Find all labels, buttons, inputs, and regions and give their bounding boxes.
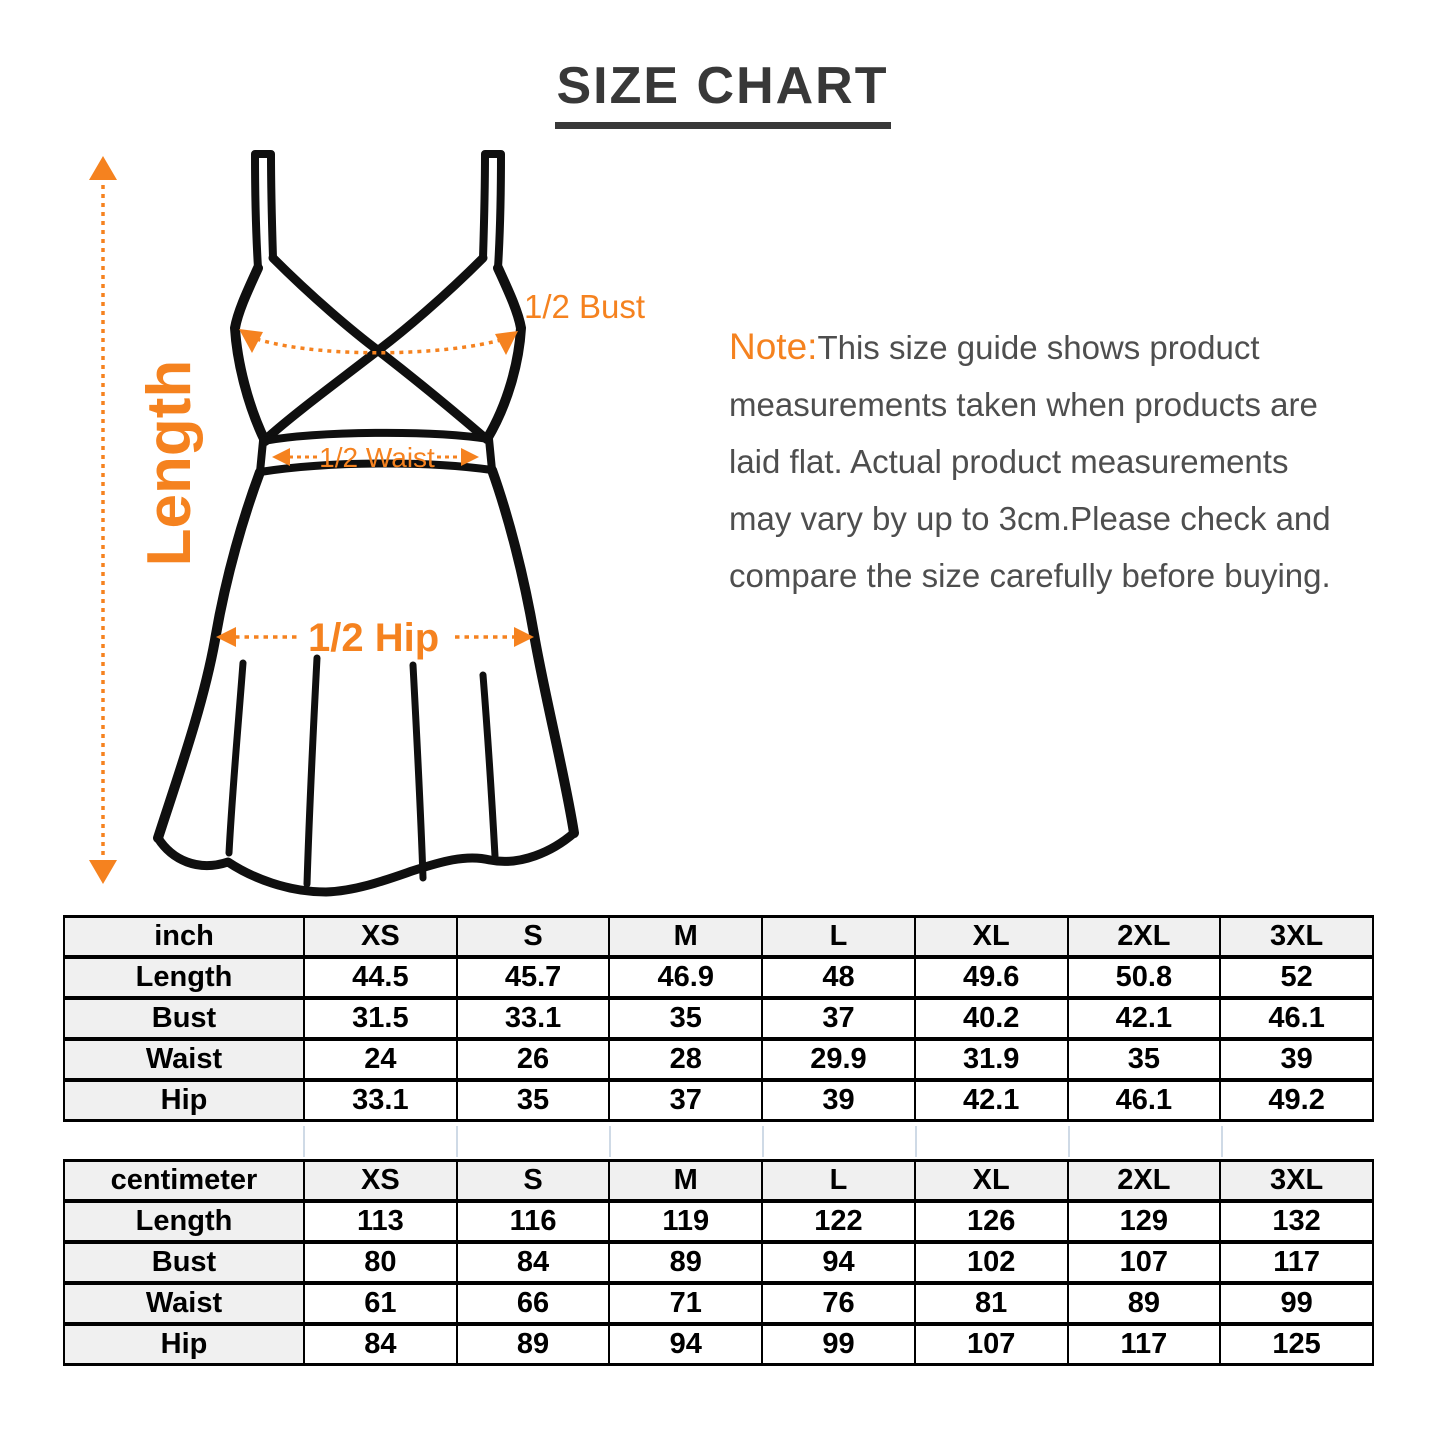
spacer-line — [609, 1126, 611, 1157]
table-row — [64, 1242, 1373, 1283]
row-label: Bust — [64, 998, 304, 1039]
cell: 126 — [915, 1201, 1068, 1242]
row-label: Waist — [64, 1039, 304, 1080]
size-header: S — [457, 916, 610, 957]
hip-label: 1/2 Hip — [308, 616, 440, 660]
cell: 44.5 — [304, 957, 457, 998]
note-line-text: This size guide shows product — [817, 329, 1260, 366]
cell: 81 — [915, 1283, 1068, 1324]
cell: 99 — [1220, 1283, 1373, 1324]
spacer-line — [915, 1126, 917, 1157]
length-label: Length — [135, 359, 204, 567]
cell: 89 — [1068, 1283, 1221, 1324]
cell: 24 — [304, 1039, 457, 1080]
size-header: XS — [304, 1160, 457, 1201]
size-header: 2XL — [1068, 916, 1221, 957]
size-header: M — [609, 916, 762, 957]
note-line: may vary by up to 3cm.Please check and — [729, 500, 1331, 537]
note-paragraph — [729, 318, 1419, 604]
size-header: XS — [304, 916, 457, 957]
spacer-line — [1221, 1126, 1223, 1157]
size-header: 2XL — [1068, 1160, 1221, 1201]
size-header: M — [609, 1160, 762, 1201]
cell: 37 — [609, 1080, 762, 1121]
cell: 71 — [609, 1283, 762, 1324]
cell: 31.5 — [304, 998, 457, 1039]
page-title: SIZE CHART — [555, 58, 891, 129]
table-row — [64, 1283, 1373, 1324]
cell: 35 — [1068, 1039, 1221, 1080]
cell: 28 — [609, 1039, 762, 1080]
cell: 132 — [1220, 1201, 1373, 1242]
waist-label: 1/2 Waist — [319, 442, 435, 473]
note-line: measurements taken when products are — [729, 386, 1318, 423]
size-header: 3XL — [1220, 1160, 1373, 1201]
inch-table — [63, 915, 1374, 1122]
unit-header: centimeter — [64, 1160, 304, 1201]
row-label: Bust — [64, 1242, 304, 1283]
bodice-right-edge — [487, 268, 521, 439]
cell: 129 — [1068, 1201, 1221, 1242]
table-row — [64, 1039, 1373, 1080]
size-header: XL — [915, 916, 1068, 957]
bodice-left-edge — [235, 268, 265, 441]
spacer-line — [456, 1126, 458, 1157]
cell: 33.1 — [457, 998, 610, 1039]
cell: 116 — [457, 1201, 610, 1242]
spacer-line — [762, 1126, 764, 1157]
cell: 61 — [304, 1283, 457, 1324]
note-prefix: Note: — [729, 326, 818, 367]
unit-header: inch — [64, 916, 304, 957]
cell: 107 — [915, 1324, 1068, 1365]
table-row — [64, 1201, 1373, 1242]
cell: 76 — [762, 1283, 915, 1324]
table-row — [64, 957, 1373, 998]
cell: 80 — [304, 1242, 457, 1283]
cell: 37 — [762, 998, 915, 1039]
cell: 42.1 — [915, 1080, 1068, 1121]
table-row — [64, 1080, 1373, 1121]
cell: 46.9 — [609, 957, 762, 998]
cell: 89 — [457, 1324, 610, 1365]
cell: 29.9 — [762, 1039, 915, 1080]
note-line — [729, 318, 1419, 376]
cell: 40.2 — [915, 998, 1068, 1039]
cell: 125 — [1220, 1324, 1373, 1365]
cell: 39 — [762, 1080, 915, 1121]
cell: 94 — [609, 1324, 762, 1365]
dress-outline — [158, 154, 574, 892]
cell: 49.6 — [915, 957, 1068, 998]
cell: 31.9 — [915, 1039, 1068, 1080]
cell: 33.1 — [304, 1080, 457, 1121]
cell: 45.7 — [457, 957, 610, 998]
cell: 107 — [1068, 1242, 1221, 1283]
cell: 84 — [457, 1242, 610, 1283]
spacer-line — [1068, 1126, 1070, 1157]
left-strap — [255, 154, 273, 268]
cell: 119 — [609, 1201, 762, 1242]
row-label: Waist — [64, 1283, 304, 1324]
cell: 26 — [457, 1039, 610, 1080]
cell: 117 — [1220, 1242, 1373, 1283]
cell: 39 — [1220, 1039, 1373, 1080]
cell: 35 — [457, 1080, 610, 1121]
size-header: S — [457, 1160, 610, 1201]
row-label: Length — [64, 957, 304, 998]
note-line: laid flat. Actual product measurements — [729, 443, 1289, 480]
dress-measurement-diagram — [80, 145, 680, 910]
right-strap — [483, 154, 501, 268]
table-header-row — [64, 916, 1373, 957]
cell: 35 — [609, 998, 762, 1039]
skirt-hem — [158, 833, 574, 892]
table-header-row — [64, 1160, 1373, 1201]
cell: 66 — [457, 1283, 610, 1324]
table-row — [64, 998, 1373, 1039]
cell: 89 — [609, 1242, 762, 1283]
cell: 99 — [762, 1324, 915, 1365]
title-wrap — [0, 58, 1445, 129]
cell: 52 — [1220, 957, 1373, 998]
size-header: L — [762, 916, 915, 957]
bust-label: 1/2 Bust — [524, 288, 646, 325]
cell: 50.8 — [1068, 957, 1221, 998]
cell: 46.1 — [1220, 998, 1373, 1039]
row-label: Hip — [64, 1324, 304, 1365]
spacer-line — [303, 1126, 305, 1157]
size-header: 3XL — [1220, 916, 1373, 957]
centimeter-table — [63, 1159, 1374, 1366]
pleat-lines — [229, 658, 495, 884]
cell: 94 — [762, 1242, 915, 1283]
cell: 84 — [304, 1324, 457, 1365]
cell: 49.2 — [1220, 1080, 1373, 1121]
cell: 46.1 — [1068, 1080, 1221, 1121]
size-header: L — [762, 1160, 915, 1201]
cell: 113 — [304, 1201, 457, 1242]
row-label: Hip — [64, 1080, 304, 1121]
table-spacer — [0, 1126, 1445, 1157]
skirt-right-edge — [492, 470, 574, 833]
cell: 102 — [915, 1242, 1068, 1283]
cell: 122 — [762, 1201, 915, 1242]
cell: 117 — [1068, 1324, 1221, 1365]
size-header: XL — [915, 1160, 1068, 1201]
cell: 42.1 — [1068, 998, 1221, 1039]
table-row — [64, 1324, 1373, 1365]
note-line: compare the size carefully before buying. — [729, 557, 1331, 594]
row-label: Length — [64, 1201, 304, 1242]
cell: 48 — [762, 957, 915, 998]
